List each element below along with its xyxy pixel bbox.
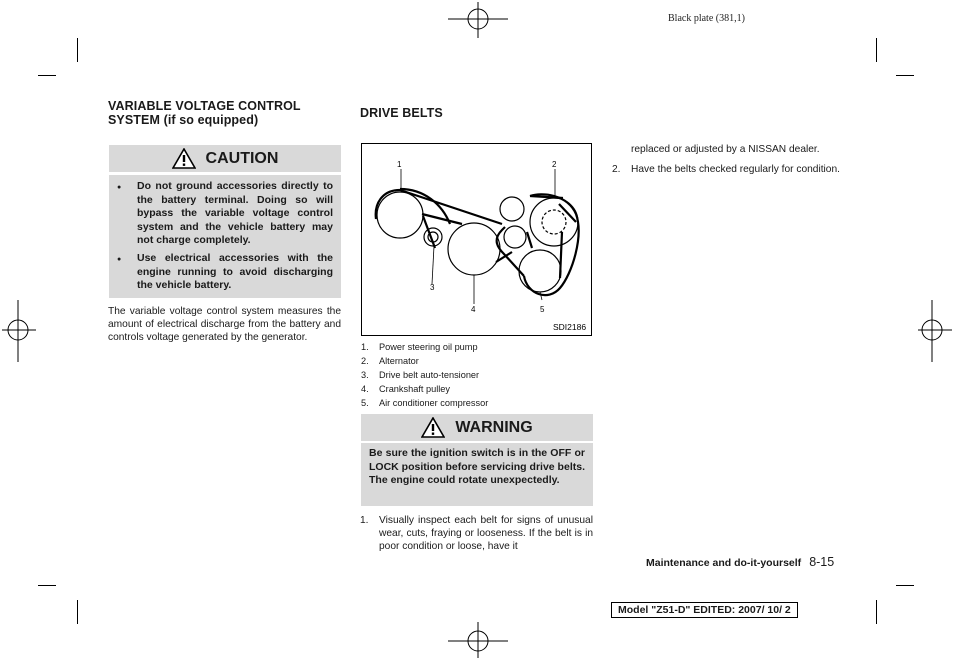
figure-callout: 5: [540, 305, 545, 314]
crop-mark: [876, 38, 877, 62]
registration-mark-right: [918, 300, 952, 362]
step-2: [612, 163, 846, 176]
caution-item: ● Do not ground accessories directly to the battery terminal. Doing so will bypass the variable voltage control system and the vehicle battery may not charge completely.: [137, 180, 333, 248]
warning-title: WARNING: [455, 418, 533, 436]
step-number: 2.: [612, 164, 621, 175]
ac-compressor-pulley: [519, 250, 561, 292]
warning-triangle-icon: [421, 417, 445, 438]
caution-title: CAUTION: [205, 149, 279, 167]
drive-belt-figure: [361, 143, 592, 336]
registration-mark-bottom: [448, 622, 508, 658]
figure-callout: 4: [471, 305, 476, 314]
caution-box: [109, 175, 341, 298]
step-text: Have the belts checked regularly for condition.: [631, 164, 840, 175]
figure-callout: 1: [397, 160, 402, 169]
crop-mark: [896, 585, 914, 586]
legend-item: 4. Crankshaft pulley: [361, 384, 450, 394]
idler-pulley: [500, 197, 524, 221]
warning-header: [361, 414, 593, 441]
caution-header: [109, 145, 341, 172]
legend-item: 3. Drive belt auto-tensioner: [361, 370, 480, 380]
heading-line: SYSTEM (if so equipped): [108, 113, 259, 127]
warning-box: Be sure the ignition switch is in the OFF or LOCK position before servicing drive belts. The engine could rotate unexpectedly.: [361, 443, 593, 506]
voltage-paragraph: The variable voltage control system measures the amount of electrical discharge from the battery and controls voltage generated by the generator.: [108, 306, 341, 343]
heading-line: VARIABLE VOLTAGE CONTROL: [108, 99, 301, 113]
figure-callout: 2: [552, 160, 557, 169]
belt-diagram: [362, 144, 591, 335]
section-heading-drive-belts: DRIVE BELTS: [360, 106, 443, 120]
crop-mark: [896, 75, 914, 76]
figure-code: SDI2186: [553, 322, 587, 332]
registration-mark-top: [448, 2, 508, 38]
legend-item: 1. Power steering oil pump: [361, 342, 478, 352]
legend-item: 2. Alternator: [361, 356, 419, 366]
idler-pulley-2: [504, 226, 526, 248]
step-number: 1.: [360, 515, 369, 526]
page-number: 8-15: [809, 555, 835, 569]
crop-mark: [38, 585, 56, 586]
step-1: [360, 514, 593, 553]
crop-mark: [876, 600, 877, 624]
figure-legend: [361, 340, 592, 410]
caution-item: ● Use electrical accessories with the engine running to avoid discharging the vehicle battery.: [137, 252, 333, 293]
registration-mark-left: [2, 300, 36, 362]
crop-mark: [38, 75, 56, 76]
crop-mark: [77, 600, 78, 624]
legend-item: 5. Air conditioner compressor: [361, 398, 489, 408]
crop-mark: [77, 38, 78, 62]
plate-label: Black plate (381,1): [668, 13, 745, 24]
warning-triangle-icon: [172, 148, 196, 169]
step-text: Visually inspect each belt for signs of unusual wear, cuts, fraying or looseness. If the belt is in poor condition or loose, have it: [379, 515, 593, 552]
continued-text: replaced or adjusted by a NISSAN dealer.: [631, 144, 820, 155]
section-heading-voltage: [108, 99, 348, 127]
power-steering-pulley: [377, 192, 423, 238]
figure-callout: 3: [430, 283, 435, 292]
model-info-box: Model "Z51-D" EDITED: 2007/ 10/ 2: [611, 602, 798, 618]
section-name: Maintenance and do-it-yourself: [646, 557, 802, 569]
crankshaft-pulley: [448, 223, 500, 275]
page-footer: [646, 555, 834, 569]
